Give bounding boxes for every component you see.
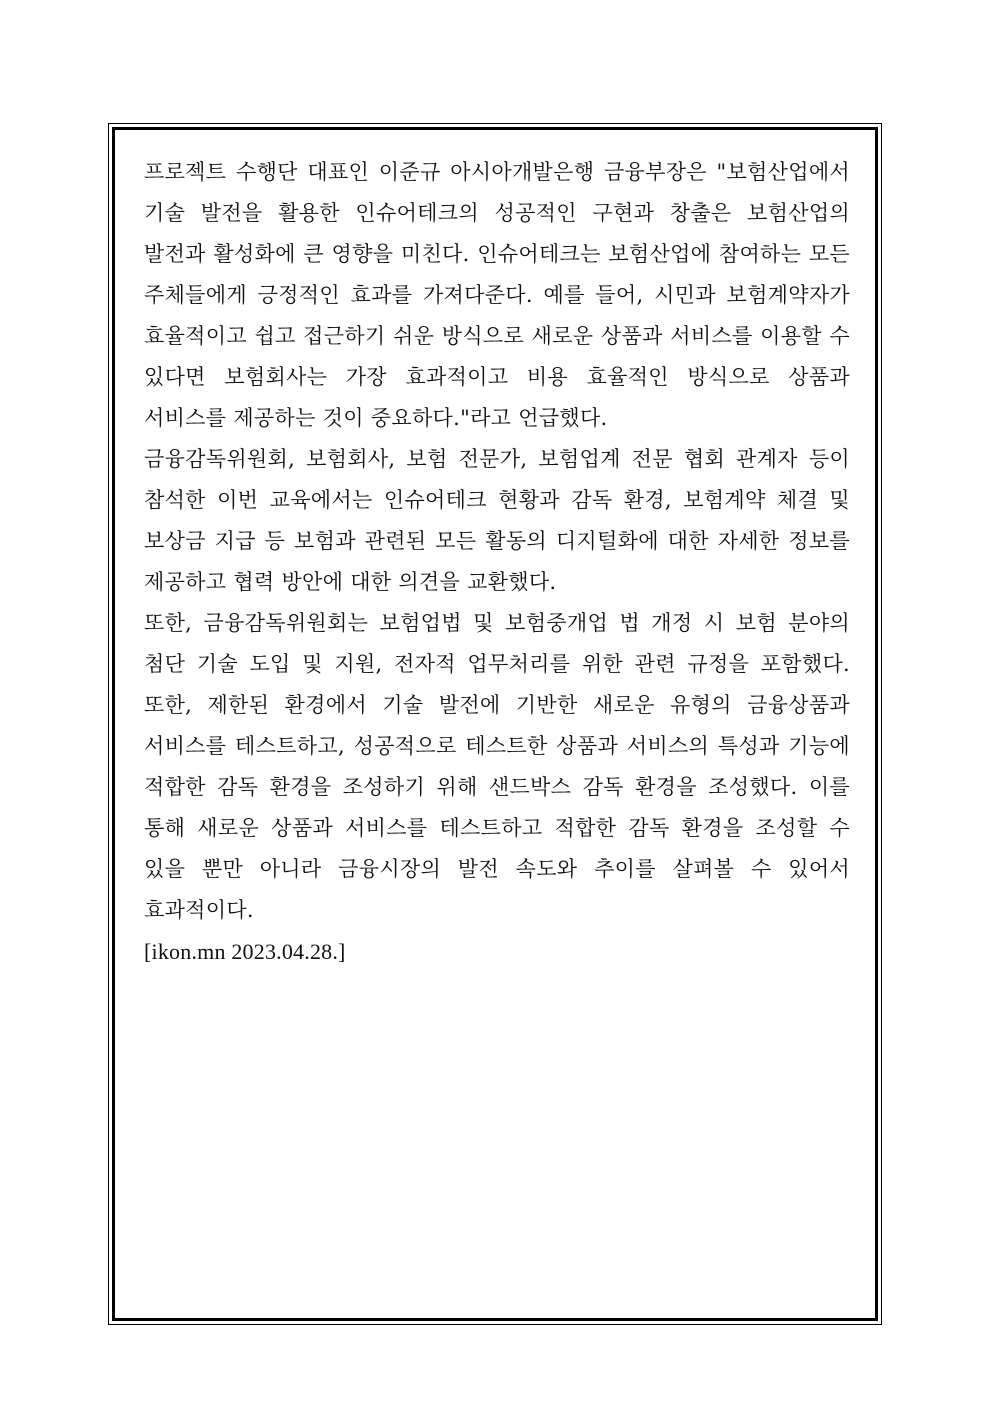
paragraph-regulation: 또한, 금융감독위원회는 보험업법 및 보험중개업 법 개정 시 보험 분야의 첨단 기술 도입 및 지원, 전자적 업무처리를 위한 관련 규정을 포함했다. 또한, 제한된 환경에서 기술 발전에 기반한 새로운 유형의 금융상품과 서비스를 테스트하고, 성공적으로 테스트한 상품과 서비스의 특성과 기능에 적합한 감독 환경을 조성하기 위해 샌드박스 감독 환경을 조성했다. 이를 통해 새로운 상품과 서비스를 테스트하고 적합한 감독 환경을 조성할 수 있을 뿐만 아니라 금융시장의 발전 속도와 추이를 살펴볼 수 있어서 효과적이다. [144, 611, 850, 922]
article-body [144, 152, 850, 972]
paragraph-quote: 프로젝트 수행단 대표인 이준규 아시아개발은행 금융부장은 "보험산업에서 기술 발전을 활용한 인슈어테크의 성공적인 구현과 창출은 보험산업의 발전과 활성화에 큰 영향을 미친다. 인슈어테크는 보험산업에 참여하는 모든 주체들에게 긍정적인 효과를 가져다준다. 예를 들어, 시민과 보험계약자가 효율적이고 쉽고 접근하기 쉬운 방식으로 새로운 상품과 서비스를 이용할 수 있다면 보험회사는 가장 효과적이고 비용 효율적인 방식으로 상품과 서비스를 제공하는 것이 중요하다."라고 언급했다. [144, 160, 850, 430]
paragraph-training: 금융감독위원회, 보험회사, 보험 전문가, 보험업계 전문 협회 관계자 등이 참석한 이번 교육에서는 인슈어테크 현황과 감독 환경, 보험계약 체결 및 보상금 지급 등 보험과 관련된 모든 활동의 디지털화에 대한 자세한 정보를 제공하고 협력 방안에 대한 의견을 교환했다. [144, 447, 850, 594]
source-citation: [ikon.mn 2023.04.28.] [144, 939, 346, 964]
